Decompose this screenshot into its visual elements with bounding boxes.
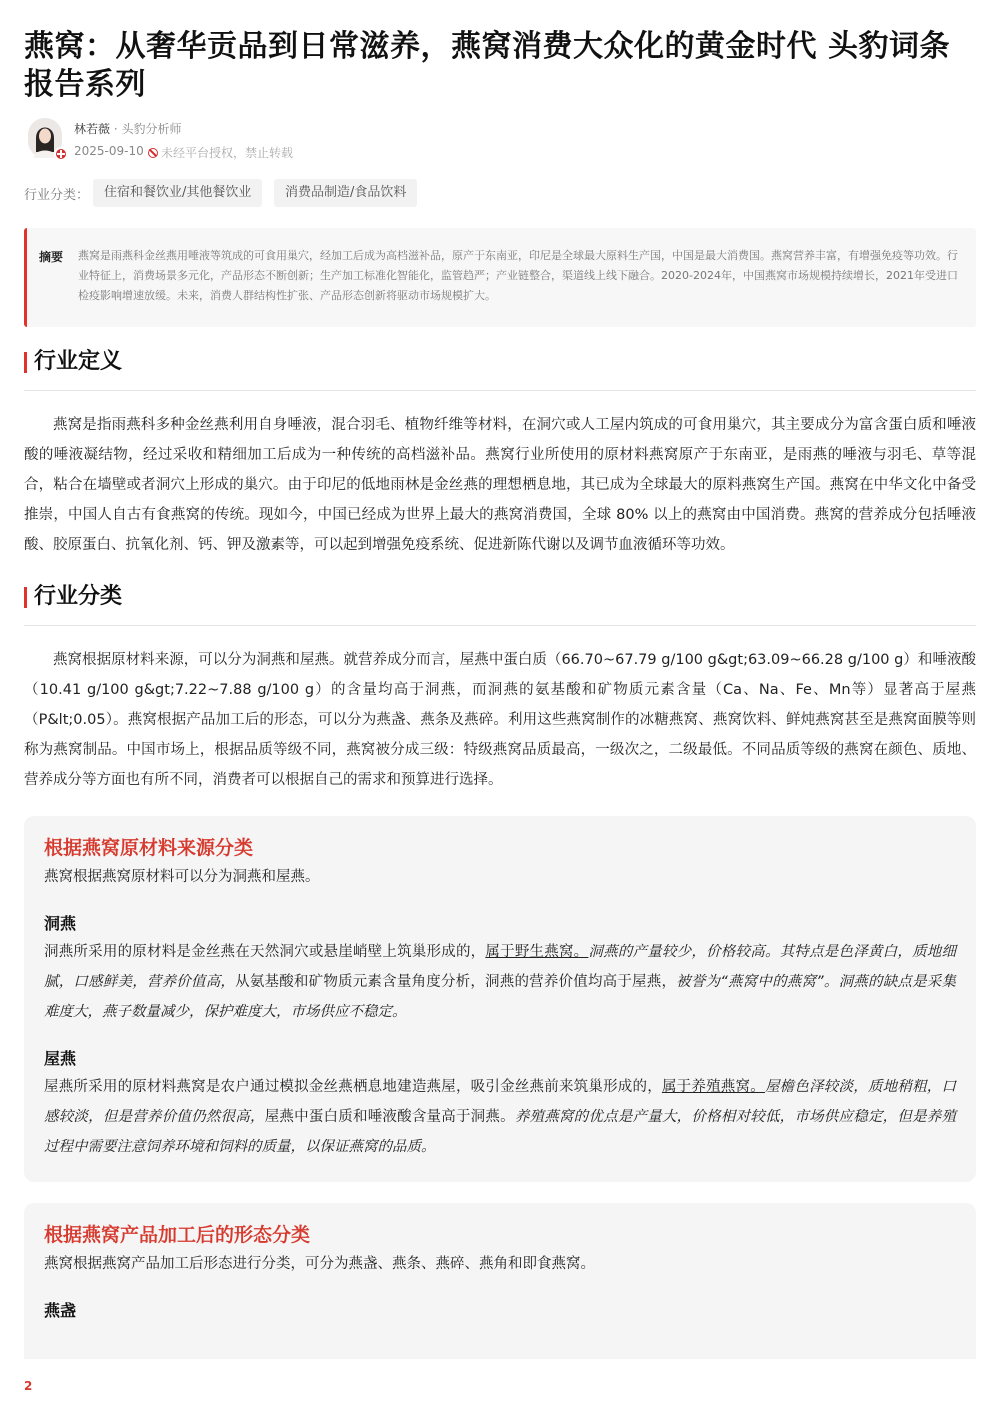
card-item-text xyxy=(44,1072,956,1162)
card-text-plain: 屋燕所采用的原材料燕窝是农户通过模拟金丝燕栖息地建造燕屋，吸引金丝燕前来筑巢形成的， xyxy=(44,1079,662,1095)
section-accent-bar xyxy=(24,587,27,608)
card-text-plain: 从氨基酸和矿物质元素含量角度分析，洞燕的营养价值均高于屋燕， xyxy=(235,974,677,990)
card-text-underlined: 属于养殖燕窝。 xyxy=(661,1079,765,1095)
card-title: 根据燕窝原材料来源分类 xyxy=(44,837,254,859)
card-item-text xyxy=(44,937,956,1027)
card-title: 根据燕窝产品加工后的形态分类 xyxy=(44,1224,311,1246)
card-text-italic: 洞燕的产量较少，价格较高。其特点是色泽黄白，质地细腻，口感鲜美，营养价值高， xyxy=(44,944,957,990)
card-item-heading: 洞燕 xyxy=(44,914,77,933)
card-item-heading: 燕盏 xyxy=(44,1301,77,1320)
section-header xyxy=(24,580,976,626)
plus-badge-icon xyxy=(54,147,68,161)
classification-card xyxy=(24,816,976,1182)
card-text-underlined: 属于野生燕窝。 xyxy=(485,944,589,960)
abstract-text: 燕窝是雨燕科金丝燕用唾液等筑成的可食用巢穴，经加工后成为高档滋补品，原产于东南亚，印尼是全球最大原料生产国，中国是最大消费国。燕窝营养丰富，有增强免疫等功效。行业特征上，消费场景多元化，产品形态不断创新；生产加工标准化智能化，监管趋严；产业链整合，渠道线上线下融合。2020-2024年，中国燕窝市场规模持续增长，2021年受进口检疫影响增速放缓。未来，消费人群结构性扩张、产品形态创新将驱动市场规模扩大。 xyxy=(78,249,958,302)
card-text-plain: 屋燕中蛋白质和唾液酸含量高于洞燕。 xyxy=(264,1109,515,1125)
ban-icon xyxy=(148,148,158,158)
card-text-italic: 养殖燕窝的优点是产量大，价格相对较低，市场供应稳定，但是养殖过程中需要注意饲养环境和饲料的质量，以保证燕窝的品质。 xyxy=(44,1109,957,1155)
copyright-notice xyxy=(148,144,293,161)
section-paragraph: 燕窝是指雨燕科多种金丝燕利用自身唾液，混合羽毛、植物纤维等材料，在洞穴或人工屋内筑成的可食用巢穴，其主要成分为富含蛋白质和唾液酸的唾液凝结物，经过采收和精细加工后成为一种传统的高档滋补品。燕窝行业所使用的原材料燕窝原产于东南亚，是雨燕的唾液与羽毛、草等混合，粘合在墙壁或者洞穴上形成的巢穴。由于印尼的低地雨林是金丝燕的理想栖息地，其已成为全球最大的原料燕窝生产国。燕窝在中华文化中备受推崇，中国人自古有食燕窝的传统。现如今，中国已经成为世界上最大的燕窝消费国，全球 80% 以上的燕窝由中国消费。燕窝的营养成分包括唾液酸、胶原蛋白、抗氧化剂、钙、钾及激素等，可以起到增强免疫系统、促进新陈代谢以及调节血液循环等功效。 xyxy=(24,417,976,553)
abstract-box xyxy=(24,228,976,327)
section-title: 行业定义 xyxy=(34,349,123,374)
card-text-plain: 洞燕所采用的原材料是金丝燕在天然洞穴或悬崖峭壁上筑巢形成的， xyxy=(44,944,486,960)
page-number: 2 xyxy=(24,1379,33,1393)
section-accent-bar xyxy=(24,352,27,373)
author-role: · 头豹分析师 xyxy=(110,122,182,136)
author-line xyxy=(74,120,181,137)
section-header xyxy=(24,345,976,391)
classification-card xyxy=(24,1203,976,1359)
card-subtitle: 燕窝根据燕窝产品加工后形态进行分类，可分为燕盏、燕条、燕碎、燕角和即食燕窝。 xyxy=(44,1256,595,1272)
publish-date: 2025-09-10 xyxy=(74,144,144,158)
abstract-label: 摘要 xyxy=(39,250,64,264)
page-title: 燕窝：从奢华贡品到日常滋养，燕窝消费大众化的黄金时代 头豹词条报告系列 xyxy=(24,29,950,102)
section-title: 行业分类 xyxy=(34,584,123,609)
card-text-italic: 屋檐色泽较淡，质地稍粗，口感较淡，但是营养价值仍然很高， xyxy=(44,1079,957,1125)
card-item-heading: 屋燕 xyxy=(44,1049,77,1068)
section-paragraph: 燕窝根据原材料来源，可以分为洞燕和屋燕。就营养成分而言，屋燕中蛋白质（66.70~67.79 g/100 g&gt;63.09~66.28 g/100 g）和唾液酸（10.41 g/100 g&gt;7.22~7.88 g/100 g）的含量均高于洞燕，而洞燕的氨基酸和矿物质元素含量（Ca、Na、Fe、Mn等）显著高于屋燕（P&lt;0.05）。燕窝根据产品加工后的形态，可以分为燕盏、燕条及燕碎。利用这些燕窝制作的冰糖燕窝、燕窝饮料、鲜炖燕窝甚至是燕窝面膜等则称为燕窝制品。中国市场上，根据品质等级不同，燕窝被分成三级：特级燕窝品质最高，一级次之，二级最低。不同品质等级的燕窝在颜色、质地、营养成分等方面也有所不同，消费者可以根据自己的需求和预算进行选择。 xyxy=(24,652,976,788)
card-subtitle: 燕窝根据燕窝原材料可以分为洞燕和屋燕。 xyxy=(44,869,320,885)
tags-label: 行业分类： xyxy=(24,188,90,203)
copyright-notice-text: 未经平台授权，禁止转载 xyxy=(161,146,294,160)
author-name[interactable]: 林若薇 xyxy=(74,122,111,136)
avatar[interactable] xyxy=(28,118,62,158)
card-text-italic: 被誉为“燕窝中的燕窝”。洞燕的缺点是采集难度大，燕子数量减少，保护难度大，市场供应不稳定。 xyxy=(44,974,957,1020)
tag-item[interactable]: 消费品制造/食品饮料 xyxy=(274,179,417,207)
tag-item[interactable]: 住宿和餐饮业/其他餐饮业 xyxy=(93,179,262,207)
